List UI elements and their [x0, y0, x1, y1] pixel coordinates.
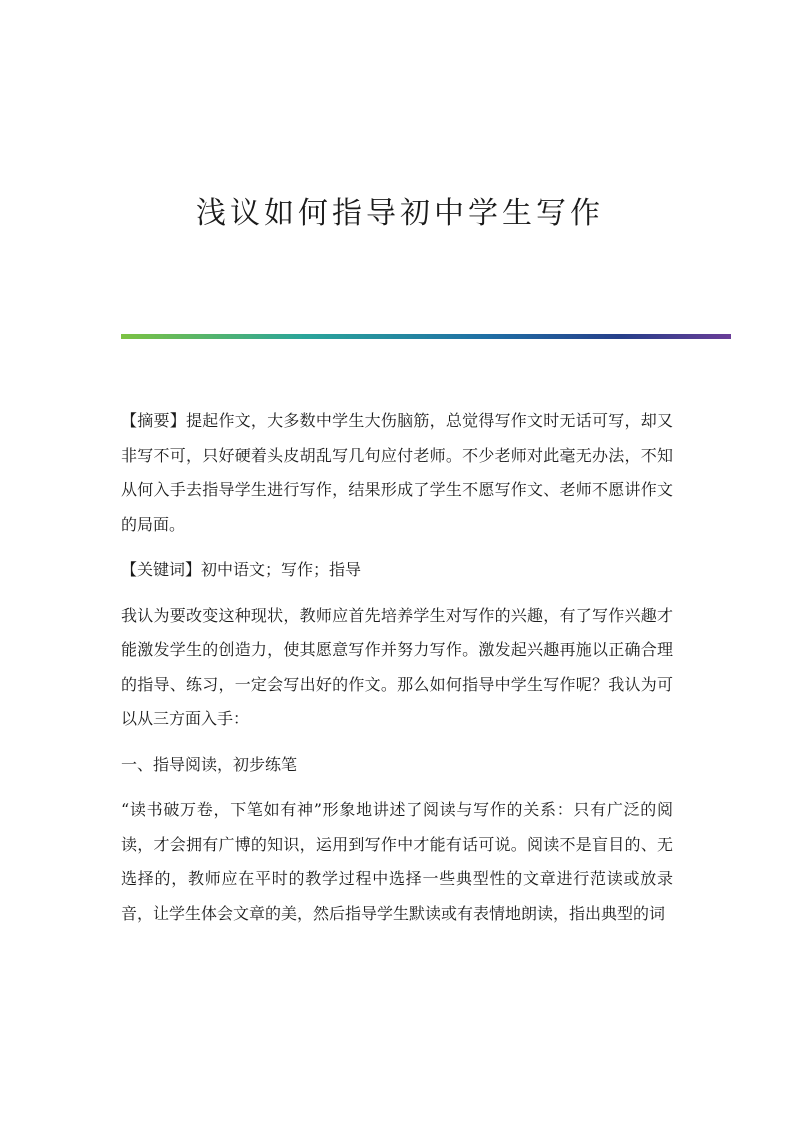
document-body	[121, 404, 673, 942]
intro-paragraph: 我认为要改变这种现状，教师应首先培养学生对写作的兴趣，有了写作兴趣才能激发学生的创造力，使其愿意写作并努力写作。激发起兴趣再施以正确合理的指导、练习，一定会写出好的作文。那么如何指导中学生写作呢？我认为可以从三方面入手：	[121, 605, 673, 728]
document-title: 浅议如何指导初中学生写作	[196, 196, 604, 231]
title-divider	[121, 334, 731, 339]
section-paragraph: “读书破万卷，下笔如有神”形象地讲述了阅读与写作的关系：只有广泛的阅读，才会拥有广博的知识，运用到写作中才能有话可说。阅读不是盲目的、无选择的，教师应在平时的教学过程中选择一些典型性的文章进行范读或放录音，让学生体会文章的美，然后指导学生默读或有表情地朗读，指出典型的词	[121, 800, 673, 923]
abstract-paragraph: 【摘要】提起作文，大多数中学生大伤脑筋，总觉得写作文时无话可写，却又非写不可，只好硬着头皮胡乱写几句应付老师。不少老师对此毫无办法，不知从何入手去指导学生进行写作，结果形成了学生不愿写作文、老师不愿讲作文的局面。	[121, 411, 673, 534]
section-heading: 一、指导阅读，初步练笔	[121, 754, 298, 774]
keywords-paragraph: 【关键词】初中语文；写作；指导	[121, 560, 362, 579]
